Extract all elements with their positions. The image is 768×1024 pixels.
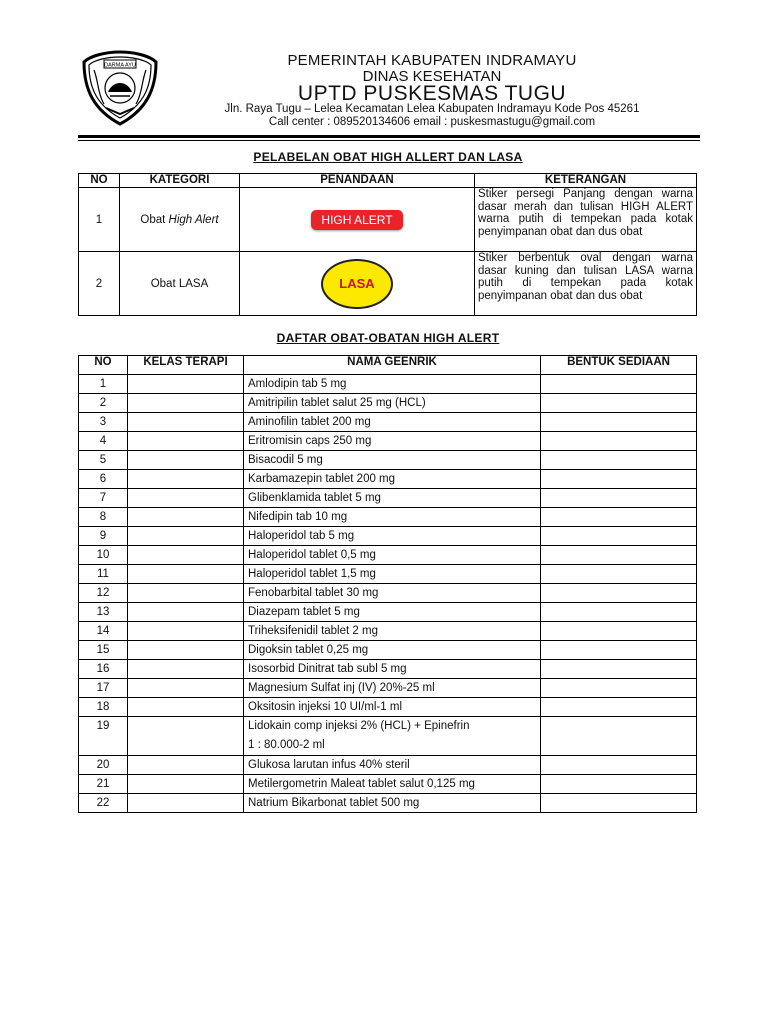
row-kelas-terapi [128, 698, 244, 717]
table-row [79, 470, 697, 489]
row-no: 16 [79, 660, 128, 679]
row-nama-generik: Isosorbid Dinitrat tab subl 5 mg [244, 660, 541, 679]
row-no: 19 [79, 717, 128, 756]
high-alert-sticker: HIGH ALERT [311, 210, 402, 230]
row-kelas-terapi [128, 603, 244, 622]
row-bentuk-sediaan [541, 641, 697, 660]
table-row [79, 775, 697, 794]
row-kelas-terapi [128, 775, 244, 794]
row-no: 18 [79, 698, 128, 717]
row-no: 2 [79, 394, 128, 413]
government-name: PEMERINTAH KABUPATEN INDRAMAYU [287, 52, 577, 69]
label-section-title: PELABELAN OBAT HIGH ALLERT DAN LASA [253, 150, 523, 164]
row-no: 14 [79, 622, 128, 641]
row-nama-generik: Eritromisin caps 250 mg [244, 432, 541, 451]
row-nama-generik: Oksitosin injeksi 10 UI/ml-1 ml [244, 698, 541, 717]
row-bentuk-sediaan [541, 584, 697, 603]
row-penandaan [240, 188, 475, 252]
row-nama-generik: Glibenklamida tablet 5 mg [244, 489, 541, 508]
row-bentuk-sediaan [541, 565, 697, 584]
nama-line-1: Lidokain comp injeksi 2% (HCL) + Epinefrin [248, 720, 470, 732]
col-header-no: NO [79, 356, 128, 375]
row-nama-generik: Metilergometrin Maleat tablet salut 0,125 mg [244, 775, 541, 794]
row-bentuk-sediaan [541, 375, 697, 394]
row-no: 4 [79, 432, 128, 451]
row-no: 1 [79, 375, 128, 394]
row-bentuk-sediaan [541, 622, 697, 641]
drug-table-header [79, 356, 697, 375]
table-row [79, 794, 697, 813]
row-nama-generik: Amitripilin tablet salut 25 mg (HCL) [244, 394, 541, 413]
row-kategori [120, 188, 240, 252]
row-bentuk-sediaan [541, 432, 697, 451]
row-nama-generik [244, 717, 541, 756]
row-bentuk-sediaan [541, 451, 697, 470]
institution-name: UPTD PUSKESMAS TUGU [297, 82, 567, 105]
row-bentuk-sediaan [541, 660, 697, 679]
row-no: 9 [79, 527, 128, 546]
row-kelas-terapi [128, 451, 244, 470]
row-kelas-terapi [128, 375, 244, 394]
row-penandaan [240, 252, 475, 316]
table-row [79, 394, 697, 413]
col-header-no: NO [79, 174, 120, 188]
col-header-kelas-terapi: KELAS TERAPI [128, 356, 244, 375]
label-table [78, 173, 697, 316]
table-row [79, 603, 697, 622]
col-header-bentuk-sediaan: BENTUK SEDIAAN [541, 356, 697, 375]
kategori-emphasis: High Alert [168, 213, 219, 226]
row-kelas-terapi [128, 470, 244, 489]
row-bentuk-sediaan [541, 470, 697, 489]
table-row [79, 508, 697, 527]
logo-text: DARMA AYU [104, 62, 136, 69]
contact-line: Call center : 089520134606 email : puskesmastugu@gmail.com [268, 116, 596, 128]
row-kelas-terapi [128, 413, 244, 432]
table-row [79, 565, 697, 584]
row-kelas-terapi [128, 527, 244, 546]
row-kelas-terapi [128, 394, 244, 413]
row-bentuk-sediaan [541, 698, 697, 717]
row-nama-generik: Magnesium Sulfat inj (IV) 20%-25 ml [244, 679, 541, 698]
col-header-keterangan: KETERANGAN [475, 174, 697, 188]
table-row [79, 756, 697, 775]
row-no: 8 [79, 508, 128, 527]
row-bentuk-sediaan [541, 413, 697, 432]
drug-section-title: DAFTAR OBAT-OBATAN HIGH ALERT [276, 331, 500, 345]
row-kelas-terapi [128, 641, 244, 660]
nama-line-2: 1 : 80.000-2 ml [248, 739, 325, 751]
table-row [79, 641, 697, 660]
row-nama-generik: Digoksin tablet 0,25 mg [244, 641, 541, 660]
lasa-sticker: LASA [321, 259, 393, 309]
drug-table [78, 355, 697, 813]
table-row [79, 451, 697, 470]
row-nama-generik: Diazepam tablet 5 mg [244, 603, 541, 622]
kategori-prefix: Obat LASA [150, 277, 209, 290]
row-nama-generik: Bisacodil 5 mg [244, 451, 541, 470]
row-kelas-terapi [128, 794, 244, 813]
row-bentuk-sediaan [541, 794, 697, 813]
row-no: 12 [79, 584, 128, 603]
row-nama-generik: Haloperidol tab 5 mg [244, 527, 541, 546]
table-row [79, 660, 697, 679]
row-bentuk-sediaan [541, 679, 697, 698]
row-bentuk-sediaan [541, 756, 697, 775]
header-rule-thin [78, 140, 700, 141]
row-kelas-terapi [128, 584, 244, 603]
row-nama-generik: Karbamazepin tablet 200 mg [244, 470, 541, 489]
row-kelas-terapi [128, 508, 244, 527]
label-table-header [79, 174, 697, 188]
row-no: 3 [79, 413, 128, 432]
row-nama-generik: Glukosa larutan infus 40% steril [244, 756, 541, 775]
row-bentuk-sediaan [541, 489, 697, 508]
table-row [79, 413, 697, 432]
row-bentuk-sediaan [541, 717, 697, 756]
row-kelas-terapi [128, 660, 244, 679]
table-row [79, 188, 697, 252]
row-kelas-terapi [128, 679, 244, 698]
header-rule-thick [78, 135, 700, 138]
row-no: 22 [79, 794, 128, 813]
row-nama-generik: Natrium Bikarbonat tablet 500 mg [244, 794, 541, 813]
row-kelas-terapi [128, 717, 244, 756]
row-nama-generik: Aminofilin tablet 200 mg [244, 413, 541, 432]
regency-emblem-logo [80, 50, 160, 126]
col-header-kategori: KATEGORI [120, 174, 240, 188]
row-bentuk-sediaan [541, 527, 697, 546]
table-row [79, 432, 697, 451]
table-row [79, 698, 697, 717]
table-row [79, 584, 697, 603]
table-row [79, 546, 697, 565]
col-header-nama-generik: NAMA GEENRIK [244, 356, 541, 375]
table-row [79, 527, 697, 546]
row-kelas-terapi [128, 546, 244, 565]
drug-table-body [79, 375, 697, 813]
row-no: 13 [79, 603, 128, 622]
row-nama-generik: Haloperidol tablet 0,5 mg [244, 546, 541, 565]
row-no: 7 [79, 489, 128, 508]
row-kelas-terapi [128, 489, 244, 508]
row-kategori [120, 252, 240, 316]
row-kelas-terapi [128, 756, 244, 775]
table-row [79, 252, 697, 316]
row-bentuk-sediaan [541, 394, 697, 413]
table-row [79, 679, 697, 698]
table-row [79, 489, 697, 508]
row-no: 21 [79, 775, 128, 794]
table-row [79, 375, 697, 394]
row-no: 17 [79, 679, 128, 698]
row-bentuk-sediaan [541, 775, 697, 794]
row-kelas-terapi [128, 565, 244, 584]
address-line: Jln. Raya Tugu – Lelea Kecamatan Lelea Kabupaten Indramayu Kode Pos 45261 [224, 103, 640, 115]
row-nama-generik: Fenobarbital tablet 30 mg [244, 584, 541, 603]
row-bentuk-sediaan [541, 546, 697, 565]
row-keterangan: Stiker persegi Panjang dengan warna dasar merah dan tulisan HIGH ALERT warna putih di tempekan pada kotak penyimpanan obat dan dus obat [475, 188, 697, 252]
table-row [79, 717, 697, 756]
kategori-prefix: Obat [140, 213, 169, 226]
row-bentuk-sediaan [541, 508, 697, 527]
row-no: 2 [79, 252, 120, 316]
department-name: DINAS KESEHATAN [362, 68, 502, 85]
row-no: 6 [79, 470, 128, 489]
row-keterangan: Stiker berbentuk oval dengan warna dasar kuning dan tulisan LASA warna putih di tempekan pada kotak penyimpanan obat dan dus obat [475, 252, 697, 316]
row-bentuk-sediaan [541, 603, 697, 622]
row-no: 10 [79, 546, 128, 565]
row-nama-generik: Triheksifenidil tablet 2 mg [244, 622, 541, 641]
row-no: 11 [79, 565, 128, 584]
row-no: 15 [79, 641, 128, 660]
row-nama-generik: Nifedipin tab 10 mg [244, 508, 541, 527]
table-row [79, 622, 697, 641]
row-no: 20 [79, 756, 128, 775]
col-header-penandaan: PENANDAAN [240, 174, 475, 188]
row-nama-generik: Haloperidol tablet 1,5 mg [244, 565, 541, 584]
row-nama-generik: Amlodipin tab 5 mg [244, 375, 541, 394]
row-no: 1 [79, 188, 120, 252]
row-kelas-terapi [128, 432, 244, 451]
row-kelas-terapi [128, 622, 244, 641]
row-no: 5 [79, 451, 128, 470]
